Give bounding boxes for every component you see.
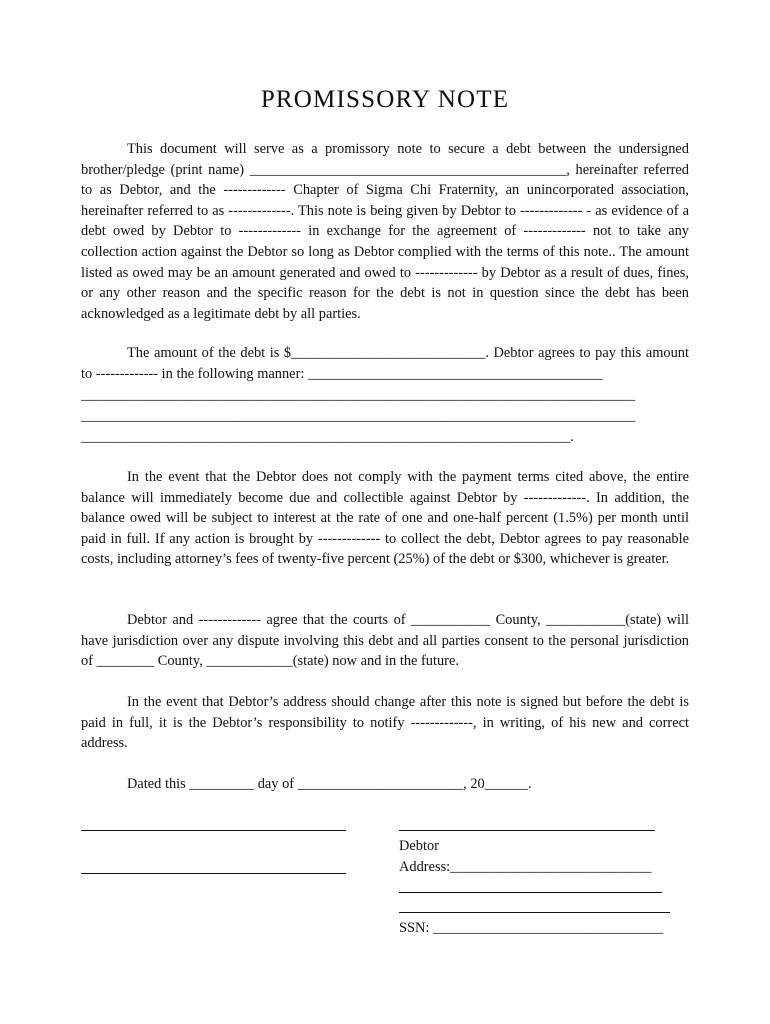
signature-line-left-2 bbox=[81, 873, 346, 874]
address-line-2 bbox=[399, 892, 662, 893]
payment-manner-line-3: ____________________________________________________________________. bbox=[81, 429, 574, 445]
paragraph-debt-intro: This document will serve as a promissory note to secure a debt between the undersigned brother/pledge (print name) ____________________________________________, hereinafter referred to as Debtor, and the ------------- Chapter of Sigma Chi Fraternity, an unincorporated association, hereinafter referred to as -------------. This note is being given by Debtor to ------------- - as evidence of a debt owed by Debtor to ------------- in exchange for the agreement of ------------- not to take any collection action against the Debtor so long as Debtor complied with the terms of this note.. The amount listed as owed may be an amount generated and owed to ------------- by Debtor as a result of dues, fines, or any other reason and the specific reason for the debt is not in question since the debt has been acknowledged as a legitimate debt by all parties. bbox=[81, 141, 689, 322]
debtor-signature-line bbox=[399, 830, 655, 831]
paragraph-jurisdiction: Debtor and ------------- agree that the courts of ___________ County, ___________(state) will have jurisdiction over any dispute involving this debt and all parties consent to the personal jurisdiction of ________ County, ____________(state) now and in the future. bbox=[81, 612, 689, 670]
address-field: Address:____________________________ bbox=[399, 859, 652, 875]
dated-line: Dated this _________ day of _______________________, 20______. bbox=[127, 776, 532, 792]
address-line-3 bbox=[399, 912, 670, 913]
debtor-label: Debtor bbox=[399, 838, 439, 854]
paragraph-address-change: In the event that Debtor’s address should change after this note is signed but before the debt is paid in full, it is the Debtor’s responsibility to notify -------------, in writing, of his new and correct address. bbox=[81, 694, 689, 752]
signature-line-left-1 bbox=[81, 830, 346, 831]
document-title: PROMISSORY NOTE bbox=[260, 86, 510, 113]
payment-manner-line-2: _____________________________________________________________________________ bbox=[81, 408, 636, 424]
paragraph-debt-amount: The amount of the debt is $___________________________. Debtor agrees to pay this amount to ------------- in the following manner: _________________________________________ bbox=[81, 345, 689, 382]
paragraph-default-terms: In the event that the Debtor does not comply with the payment terms cited above, the entire balance will immediately become due and collectible against Debtor by -------------. In addition, the balance owed will be subject to interest at the rate of one and one-half percent (1.5%) per month until paid in full. If any action is brought by ------------- to collect the debt, Debtor agrees to pay reasonable costs, including attorney’s fees of twenty-five percent (25%) of the debt or $300, whichever is greater. bbox=[81, 469, 689, 568]
payment-manner-line-1: _____________________________________________________________________________ bbox=[81, 387, 636, 403]
ssn-field: SSN: ________________________________ bbox=[399, 920, 664, 936]
